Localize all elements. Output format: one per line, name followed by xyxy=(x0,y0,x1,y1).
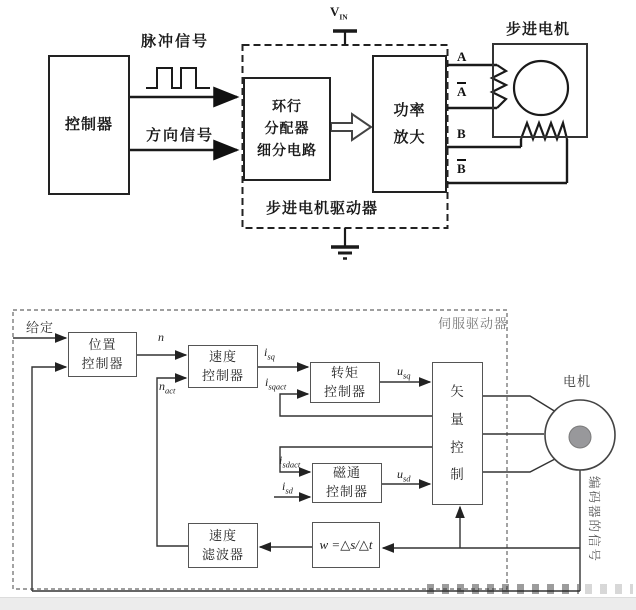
controller-label: 控制器 xyxy=(64,116,113,134)
block-arrow-icon xyxy=(331,114,371,140)
phase-b-label: B xyxy=(457,126,466,141)
vector-char2: 量 xyxy=(450,411,465,427)
signal-isd xyxy=(282,479,293,495)
signal-usq-base: u xyxy=(397,364,403,378)
motor-label: 电机 xyxy=(563,374,592,389)
vector-control-box xyxy=(432,362,483,505)
torque-line2: 控制器 xyxy=(323,383,366,399)
servo-driver-label: 伺服驱动器 xyxy=(438,316,509,331)
power-line2: 放大 xyxy=(393,129,426,146)
phase-b-bar-text: B xyxy=(457,161,466,176)
flux-controller-box xyxy=(312,463,382,503)
bottom-page-band xyxy=(0,597,636,610)
ring-distributor-box xyxy=(243,77,331,181)
omega-formula: w =△s/△t xyxy=(319,536,373,552)
stepper-driver-label: 步进电机驱动器 xyxy=(266,200,379,217)
vin-sub: IN xyxy=(339,12,348,22)
phase-b-bar-label xyxy=(457,159,466,177)
signal-isd-sub: sd xyxy=(285,485,293,496)
torque-line1: 转矩 xyxy=(330,364,359,380)
signal-isqact xyxy=(265,375,286,391)
signal-usq-sub: sq xyxy=(403,370,411,381)
position-line2: 控制器 xyxy=(81,355,124,371)
vin-label xyxy=(330,4,348,22)
signal-n xyxy=(158,330,164,346)
phase-a-bar-text: A xyxy=(457,84,467,99)
ring-line3: 细分电路 xyxy=(257,141,317,158)
controller-box xyxy=(48,55,130,195)
filter-line2: 滤波器 xyxy=(201,546,244,562)
phase-a-label: A xyxy=(457,49,467,64)
signal-nact-sub: act xyxy=(165,385,176,396)
pulse-signal-label: 脉冲信号 xyxy=(141,33,210,50)
ring-line2: 分配器 xyxy=(264,120,310,137)
setpoint-label: 给定 xyxy=(26,320,55,335)
speed-line2: 控制器 xyxy=(201,367,244,383)
encoder-signal-label: 编码器的信号 xyxy=(587,476,601,564)
phase-a-bar-label xyxy=(457,82,466,100)
ring-line1: 环行 xyxy=(272,98,302,115)
position-line1: 位置 xyxy=(88,336,117,352)
signal-isqact-sub: sqact xyxy=(268,381,287,392)
direction-signal-label: 方向信号 xyxy=(146,127,215,144)
signal-isdact-sub: sdact xyxy=(282,459,301,470)
signal-usd-sub: sd xyxy=(403,473,411,484)
signal-usq xyxy=(397,364,411,380)
signal-isq-base: i xyxy=(264,345,268,359)
vector-char4: 制 xyxy=(450,467,465,483)
power-amp-box xyxy=(372,55,447,193)
watermark-artifact xyxy=(427,584,579,594)
vin-terminal-icon xyxy=(333,30,357,45)
vector-char1: 矢 xyxy=(450,384,465,400)
signal-usd xyxy=(397,467,411,483)
vin-base: V xyxy=(330,4,340,19)
signal-isd-base: i xyxy=(282,479,286,493)
stepper-motor-title: 步进电机 xyxy=(506,21,571,38)
flux-line1: 磁通 xyxy=(332,465,361,481)
stepper-motor-box xyxy=(492,43,588,138)
speed-controller-box xyxy=(188,345,258,388)
vector-char3: 控 xyxy=(450,439,465,455)
signal-usd-base: u xyxy=(397,467,403,481)
torque-controller-box xyxy=(310,362,380,403)
signal-nact-base: n xyxy=(159,379,165,393)
ground-icon xyxy=(331,228,359,259)
pulse-waveform-icon xyxy=(146,68,210,88)
position-controller-box xyxy=(68,332,137,377)
signal-isqact-base: i xyxy=(265,375,269,389)
signal-isq xyxy=(264,345,275,361)
power-line1: 功率 xyxy=(393,102,426,119)
filter-line1: 速度 xyxy=(208,527,237,543)
speed-line1: 速度 xyxy=(208,348,237,364)
signal-isdact xyxy=(279,453,300,469)
speed-filter-box xyxy=(188,523,258,568)
signal-nact xyxy=(159,379,175,395)
omega-formula-box xyxy=(312,522,380,568)
signal-isdact-base: i xyxy=(279,453,283,467)
flux-line2: 控制器 xyxy=(325,484,368,499)
signal-isq-sub: sq xyxy=(267,351,275,362)
watermark-artifact-right xyxy=(585,584,633,594)
signal-n-base: n xyxy=(158,330,164,344)
motor-symbol-bottom xyxy=(545,400,615,470)
